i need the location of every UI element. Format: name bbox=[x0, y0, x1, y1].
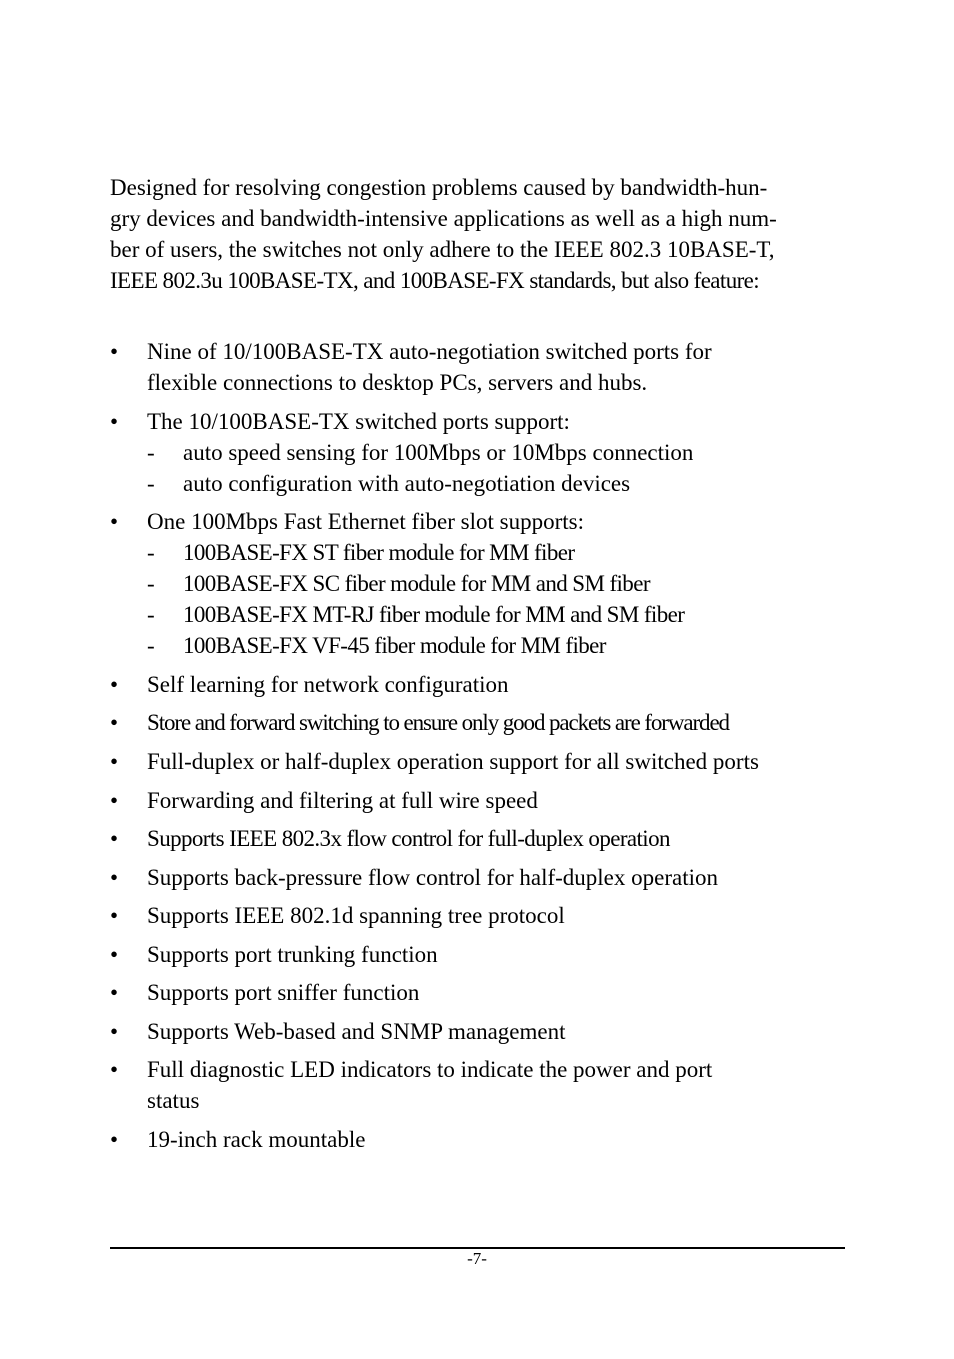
sub-item-text: 100BASE-FX VF-45 fiber module for MM fiber bbox=[183, 633, 606, 658]
feature-item bbox=[110, 336, 850, 398]
feature-text: Forwarding and filtering at full wire speed bbox=[147, 788, 538, 813]
bullet-icon: • bbox=[110, 509, 119, 534]
bullet-icon: • bbox=[110, 865, 119, 890]
bullet-icon: • bbox=[110, 749, 119, 774]
dash-icon: - bbox=[147, 571, 155, 596]
feature-item bbox=[110, 1054, 850, 1116]
feature-item bbox=[110, 977, 850, 1008]
sub-item-text: auto configuration with auto-negotiation devices bbox=[183, 471, 631, 496]
intro-line: IEEE 802.3u 100BASE-TX, and 100BASE-FX standards, but also feature: bbox=[110, 268, 760, 293]
feature-text: flexible connections to desktop PCs, servers and hubs. bbox=[147, 370, 648, 395]
feature-item bbox=[110, 707, 850, 738]
feature-text: Supports back-pressure flow control for half-duplex operation bbox=[147, 865, 719, 890]
feature-text: Nine of 10/100BASE-TX auto-negotiation switched ports for bbox=[147, 339, 712, 364]
sub-item-text: 100BASE-FX ST fiber module for MM fiber bbox=[183, 540, 575, 565]
intro-paragraph bbox=[110, 172, 845, 296]
feature-text: The 10/100BASE-TX switched ports support: bbox=[147, 409, 570, 434]
feature-text: Full-duplex or half-duplex operation support for all switched ports bbox=[147, 749, 759, 774]
feature-item bbox=[110, 785, 850, 816]
feature-item bbox=[110, 823, 850, 854]
sub-item bbox=[147, 468, 850, 499]
feature-text: Store and forward switching to ensure only good packets are forwarded bbox=[147, 710, 729, 735]
feature-text: Supports IEEE 802.1d spanning tree protocol bbox=[147, 903, 565, 928]
feature-item bbox=[110, 506, 850, 661]
bullet-icon: • bbox=[110, 710, 119, 735]
sub-item bbox=[147, 537, 850, 568]
bullet-icon: • bbox=[110, 826, 119, 851]
feature-text: One 100Mbps Fast Ethernet fiber slot supports: bbox=[147, 509, 584, 534]
sub-item-text: auto speed sensing for 100Mbps or 10Mbps connection bbox=[183, 440, 694, 465]
dash-icon: - bbox=[147, 471, 155, 496]
bullet-icon: • bbox=[110, 1019, 119, 1044]
bullet-icon: • bbox=[110, 980, 119, 1005]
feature-item bbox=[110, 939, 850, 970]
sub-item-text: 100BASE-FX MT-RJ fiber module for MM and SM fiber bbox=[183, 602, 685, 627]
feature-text: Supports port trunking function bbox=[147, 942, 438, 967]
bullet-icon: • bbox=[110, 1057, 119, 1082]
feature-text: Self learning for network configuration bbox=[147, 672, 509, 697]
bullet-icon: • bbox=[110, 672, 119, 697]
dash-icon: - bbox=[147, 440, 155, 465]
feature-text: 19-inch rack mountable bbox=[147, 1127, 366, 1152]
bullet-icon: • bbox=[110, 1127, 119, 1152]
feature-item bbox=[110, 862, 850, 893]
feature-item bbox=[110, 406, 850, 499]
sub-item-text: 100BASE-FX SC fiber module for MM and SM fiber bbox=[183, 571, 650, 596]
bullet-icon: • bbox=[110, 788, 119, 813]
bullet-icon: • bbox=[110, 942, 119, 967]
page-number: -7- bbox=[467, 1249, 487, 1268]
intro-line: Designed for resolving congestion problems caused by bandwidth-hun- bbox=[110, 175, 768, 200]
feature-text: Supports Web-based and SNMP management bbox=[147, 1019, 566, 1044]
feature-item bbox=[110, 746, 850, 777]
bullet-icon: • bbox=[110, 409, 119, 434]
feature-item bbox=[110, 669, 850, 700]
sub-item bbox=[147, 568, 850, 599]
sub-item bbox=[147, 437, 850, 468]
feature-text: Supports port sniffer function bbox=[147, 980, 420, 1005]
dash-icon: - bbox=[147, 633, 155, 658]
dash-icon: - bbox=[147, 540, 155, 565]
intro-line: gry devices and bandwidth-intensive applications as well as a high num- bbox=[110, 206, 777, 231]
feature-item bbox=[110, 900, 850, 931]
sub-item bbox=[147, 630, 850, 661]
feature-item bbox=[110, 1016, 850, 1047]
feature-text: Supports IEEE 802.3x flow control for full-duplex operation bbox=[147, 826, 670, 851]
feature-text: Full diagnostic LED indicators to indicate the power and port bbox=[147, 1057, 713, 1082]
sub-item bbox=[147, 599, 850, 630]
bullet-icon: • bbox=[110, 339, 119, 364]
feature-text: status bbox=[147, 1088, 200, 1113]
feature-item bbox=[110, 1124, 850, 1155]
dash-icon: - bbox=[147, 602, 155, 627]
intro-line: ber of users, the switches not only adhere to the IEEE 802.3 10BASE-T, bbox=[110, 237, 775, 262]
bullet-icon: • bbox=[110, 903, 119, 928]
